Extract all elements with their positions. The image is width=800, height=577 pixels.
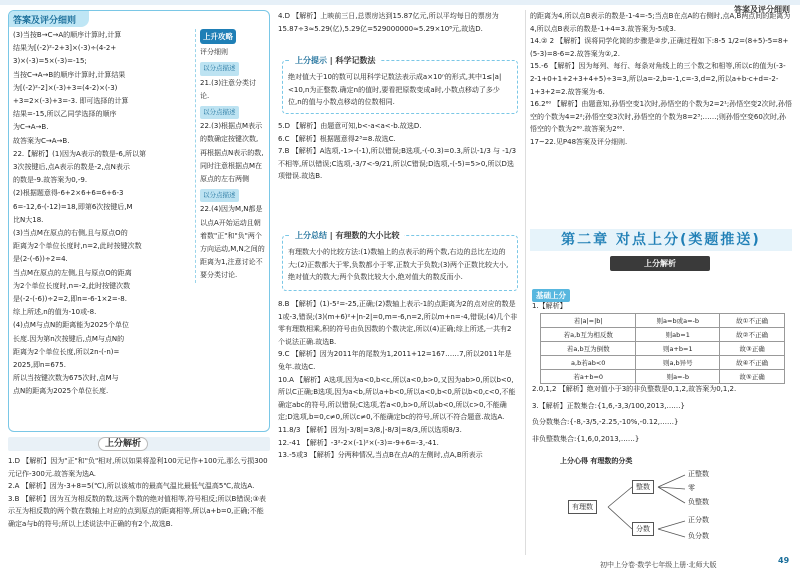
answer-line: 距离为2个单位长度,所以2n-(-n)= xyxy=(13,347,120,356)
table-cell: 故⑤正确 xyxy=(720,370,785,384)
table-row xyxy=(541,314,785,328)
tree-leaf: 正分数 xyxy=(688,516,709,524)
middle-column-2 xyxy=(278,120,518,183)
answer-text xyxy=(13,29,191,399)
answer-item: 13.-5或3 【解析】分两种情况,当点B在点A的左侧时,点A,B所表示 xyxy=(278,451,483,460)
summary-text: 有理数大小的比较方法:(1)数轴上的点表示的两个数,右边的总比左边的大;(2)正数都大于零,负数都小于零,正数大于负数;(3)两个正数比较大小,绝对值大的数大;两个负数比较大小,绝对值大的数反而小. xyxy=(288,248,509,282)
table-cell: 则a=b或a=-b xyxy=(636,314,720,328)
classification-tree xyxy=(560,467,760,547)
table-cell: 若|a|=|b| xyxy=(541,314,636,328)
panel-item: 22.(4)因为M,N都是以点A开始运动且朝着数"正"和"负"两个方向运动,M,N之间的距离为1,注意讨论不要分类讨论. xyxy=(200,205,265,280)
answer-item: 的距离为4,所以点B表示的数是-1-4=-5;当点B在点A的右侧时,点A,B两点间的距离为4,所以点B表示的数是-1+4=3.故答案为-5或3. xyxy=(530,12,791,33)
tree-leaf: 负整数 xyxy=(688,498,709,506)
column-divider xyxy=(525,10,526,555)
answer-item: 2.A 【解析】因为-3+8=5(℃),所以该城市的最高气温比最低气温高5℃,故选A. xyxy=(8,482,255,491)
panel-item: 21.(3)注意分类讨论. xyxy=(200,78,257,100)
q2-q3 xyxy=(532,383,787,445)
right-column xyxy=(530,10,792,149)
answer-line: 是(-2-(-6))÷2=2,即n=-6-1×2=-8. xyxy=(13,295,127,304)
answer-item: 3.B 【解析】因为互为相反数的数,这两个数的绝对值相等,符号相反;所以B错误;③表示互为相反数的两个数在数轴上对应的点到原点的距离相等,所以a+b=0,正确;不能确定a与b的符号;所以上述说法中正确的有2个,故选B. xyxy=(8,494,266,528)
q1-table xyxy=(540,313,785,384)
answer-line: 结果=-15,所以乙同学选择的顺序 xyxy=(13,110,117,119)
answer-line: 故答案为C→A→B. xyxy=(13,136,70,145)
answer-line: 为[(-2)²-2]×(-3)+3=(4-2)×(-3) xyxy=(13,83,118,92)
base-tag: 基础上分 xyxy=(532,289,570,302)
table-cell: 故②不正确 xyxy=(720,328,785,342)
table-row xyxy=(541,342,785,356)
answer-line: 6=-12,6-(-12)=18,即第6次按键后,M xyxy=(13,202,133,211)
panel-sub: 以分点描述 xyxy=(200,189,239,202)
tree-leaf: 零 xyxy=(688,484,695,492)
analysis-block xyxy=(8,455,270,531)
answer-item: 10.A 【解析】A选项,因为a<0,b<c,所以a<0,b>0,又因为ab>0,所以b<0,所以C正确;B选项,因为a<b,所以a+b<0,所以a<0,b<0,所以b<0,c<0,不能确定abc的符号,所以错误;C选项,若a<0,b>0,所以ab<0,所以c>0,不能确定;D选项,b=0,c≠0,所以c≠0,不能确定bc的符号,所以不符合题意.故选A. xyxy=(278,375,516,422)
answer-item: 2.0,1,2 【解析】绝对值小于3的非负整数是0,1,2,故答案为0,1,2. xyxy=(532,385,737,393)
section-title: 上分解析 xyxy=(98,437,148,451)
table-cell: a,b若ab<0 xyxy=(541,356,636,370)
tree-leaf: 负分数 xyxy=(688,532,709,540)
answer-line: 当按C→A→B的顺序计算时,计算结果 xyxy=(13,70,126,79)
table-row xyxy=(541,370,785,384)
answer-line: 2025,即n=675. xyxy=(13,361,66,370)
answer-item: 12.-41 【解析】-3²-2×(-1)²×(-3)=-9+6=-3,-41. xyxy=(278,438,439,447)
tree-label: 上分心得 有理数的分类 xyxy=(560,457,633,465)
panel-sub: 以分点描述 xyxy=(200,62,239,75)
table-cell: 若a+b=0 xyxy=(541,370,636,384)
middle-column xyxy=(278,10,518,35)
strategy-panel xyxy=(195,29,265,283)
table-row xyxy=(541,356,785,370)
answer-line: 所以当按键次数为675次时,点M与 xyxy=(13,374,119,383)
table-cell: 若a,b互为相反数 xyxy=(541,328,636,342)
tree-leaf: 正整数 xyxy=(688,470,709,478)
answer-line: 比N大18. xyxy=(13,215,44,224)
page-number: 49 xyxy=(778,556,790,565)
panel-item: 22.(3)根据点M表示的数确定按键次数,再根据点N表示的数,同时注意根据点M在原点的左右两侧 xyxy=(200,122,264,184)
table-cell: 故③正确 xyxy=(720,342,785,356)
summary-head: 上分总结 | 有理数的大小比较 xyxy=(291,230,404,243)
table-cell: 故④不正确 xyxy=(720,356,785,370)
top-strip xyxy=(0,0,800,5)
section-banner: 上分解析 xyxy=(610,256,710,271)
answer-item: 11.8/3 【解析】因为|-3/8|=3/8,|-8/3|=8/3,所以选项8/3. xyxy=(278,425,462,434)
table-cell: 若a,b互为倒数 xyxy=(541,342,636,356)
table-cell: 故①不正确 xyxy=(720,314,785,328)
answer-line: 3)×(-3)=5×(-3)=-15; xyxy=(13,57,87,66)
tip-text: 绝对值大于10的数可以用科学记数法表示成a×10ⁿ的形式,其中1≤|a|<10,n为正整数.确定n的值时,要看把原数变成a时,小数点移动了多少位,n的值与小数点移动的位数相同. xyxy=(288,73,502,107)
answer-item: 8.B 【解析】(1)-5²=-25,正确;(2)数轴上表示-1的点距离为2的点对应的数是1或-3,错误;(3)(m+6)²+|n-2|=0,m=-6,n=2,所以m+n=-4,错误;(4)几个非零有理数相乘,积的符号由负因数的个数决定,所以(4)正确;综上所述,一共有2个说法正确.故选B. xyxy=(278,300,518,346)
answer-line: 距离为2个单位长度时,n=2,此时按键次数 xyxy=(13,242,142,251)
answer-item: 14.② 2 【解析】误将同学化简的步骤是②步,正确过程如下:8-5 1/2=(8+5)-5=8+(5-3)=8-6=2.故答案为②,2. xyxy=(530,37,789,58)
table-cell: 则a=-b xyxy=(636,370,720,384)
answer-item: 负分数集合:{-8,-3/5,-2.25,-10%,-0.12,……} xyxy=(532,418,679,427)
answer-item: 3.【解析】正数集合:{1,6,-3,3/100,2013,……} xyxy=(532,401,685,410)
answer-item: 5.D 【解析】由题意可知,b<-a<a<-b.故选D. xyxy=(278,122,422,130)
answer-item: 17~22.见P48答案及评分细则. xyxy=(530,137,628,146)
answer-line: 综上所述,n的值为-10或-8. xyxy=(13,308,97,317)
answer-line: 22.【解析】(1)因为A表示的数是-6,所以第 xyxy=(13,149,147,158)
tip-box xyxy=(282,56,518,114)
answer-item: 1.D 【解析】因为"正"和"负"相对,所以如果将盈利100元记作+100元,那么亏损300元记作-300元.故答案为选A. xyxy=(8,457,268,478)
table-cell: 则a+b=1 xyxy=(636,342,720,356)
answer-line: 点N的距离为2025个单位长度. xyxy=(13,387,109,396)
answer-block xyxy=(8,10,270,432)
tip-head: 上分提示 | 科学记数法 xyxy=(291,55,380,68)
answer-line: 为C→A→B. xyxy=(13,123,49,132)
answer-line: 结果为[(-2)²-2+3]×(-3)÷(4-2+ xyxy=(13,44,117,53)
answer-item: 9.C 【解析】因为2011年的尾数为1,2011+12=167……7,所以2011年是兔年.故选C. xyxy=(278,350,512,371)
chapter-title: 第二章 对点上分(类题推送) xyxy=(530,229,792,251)
answer-line: +3=2×(-3)+3=-3. 即可选择的计算 xyxy=(13,97,129,106)
answer-line: 为2个单位长度时,n=-2,此时按键次数 xyxy=(13,281,131,290)
panel-sub: 以分点描述 xyxy=(200,106,239,119)
q1-label: 1.【解析】 xyxy=(532,302,567,310)
answer-line: (2)根据题意得-6+2×6+6=6+6-3 xyxy=(13,189,124,198)
tree-fraction: 分数 xyxy=(632,522,654,536)
answer-line: (3)当点M在原点的右侧,且与原点O的 xyxy=(13,229,128,238)
answer-item: 7.B 【解析】A选项,-1>-(-1),所以错误;B选项,-(-0.3)=0.3,所以-1/3 与 -1/3 不相等,所以错误;C选项,-3/7<-9/21,所以C错误;D选项,-(-5)=5>0,所以D选项错误.故选B. xyxy=(278,147,517,181)
table-cell: 则ab=1 xyxy=(636,328,720,342)
answer-item: 15.-6 【解析】因为每列、每行、每条对角线上的三个数之和相等,所以c的值为(-3-2-1+0+1+2+3+4+5)÷3=3,所以a=-2,b=-1,c=-3,d=2,所以a+b-c+d=-2-1+3+2=2.故答案为-6. xyxy=(530,62,786,96)
header-right: 答案及评分细则 xyxy=(734,5,790,14)
answer-line: 的数是-9.故答案为0,-9. xyxy=(13,176,88,185)
answer-item: 4.D 【解析】上映前三日,总票房达到15.87亿元,所以平均每日的票房为15.87÷3≈5.29(亿),5.29亿=529000000≈5.29×10⁸元,故选D. xyxy=(278,12,499,33)
strategy-tag: 上升攻略 xyxy=(200,29,236,44)
answer-line: 3次按键后,点A表示的数是-2,点N表示 xyxy=(13,163,130,172)
panel-sub-tag: 评分细则 xyxy=(200,48,228,57)
footer: 初中上分卷·数学七年级上册·北师大版 xyxy=(600,561,717,569)
table-cell: 则a,b异号 xyxy=(636,356,720,370)
answer-line: 长度.因为第n次按键后,点M与点N的 xyxy=(13,334,125,343)
answer-line: 是(2-(-6))÷2=4. xyxy=(13,255,68,264)
table-row xyxy=(541,328,785,342)
answer-item: 16.2⁶⁰ 【解析】由题意知,孙悟空变1次时,孙悟空的个数为2=2¹;孙悟空变2次时,孙悟空的个数为4=2²;孙悟空变3次时,孙悟空的个数为8=2³;……;则孙悟空变60次时,孙悟空的个数为2⁶⁰.故答案为2⁶⁰. xyxy=(530,100,792,134)
tree-root: 有理数 xyxy=(568,500,597,514)
answer-line: (3)当按B→C→A的顺序计算时,计算 xyxy=(13,31,122,39)
answer-line: 当点M在原点的左侧,且与原点O的距离 xyxy=(13,268,132,277)
summary-box xyxy=(282,231,518,291)
middle-column-3 xyxy=(278,298,518,462)
answer-head: 答案及评分细则 xyxy=(9,11,89,27)
tree-integer: 整数 xyxy=(632,480,654,494)
answer-item: 非负整数集合:{1,6,0,2013,……} xyxy=(532,434,640,443)
answer-line: (4)点M与点N的距离能为2025个单位 xyxy=(13,321,130,330)
answer-item: 6.C 【解析】根据题意得2³=8.故选C. xyxy=(278,134,396,143)
